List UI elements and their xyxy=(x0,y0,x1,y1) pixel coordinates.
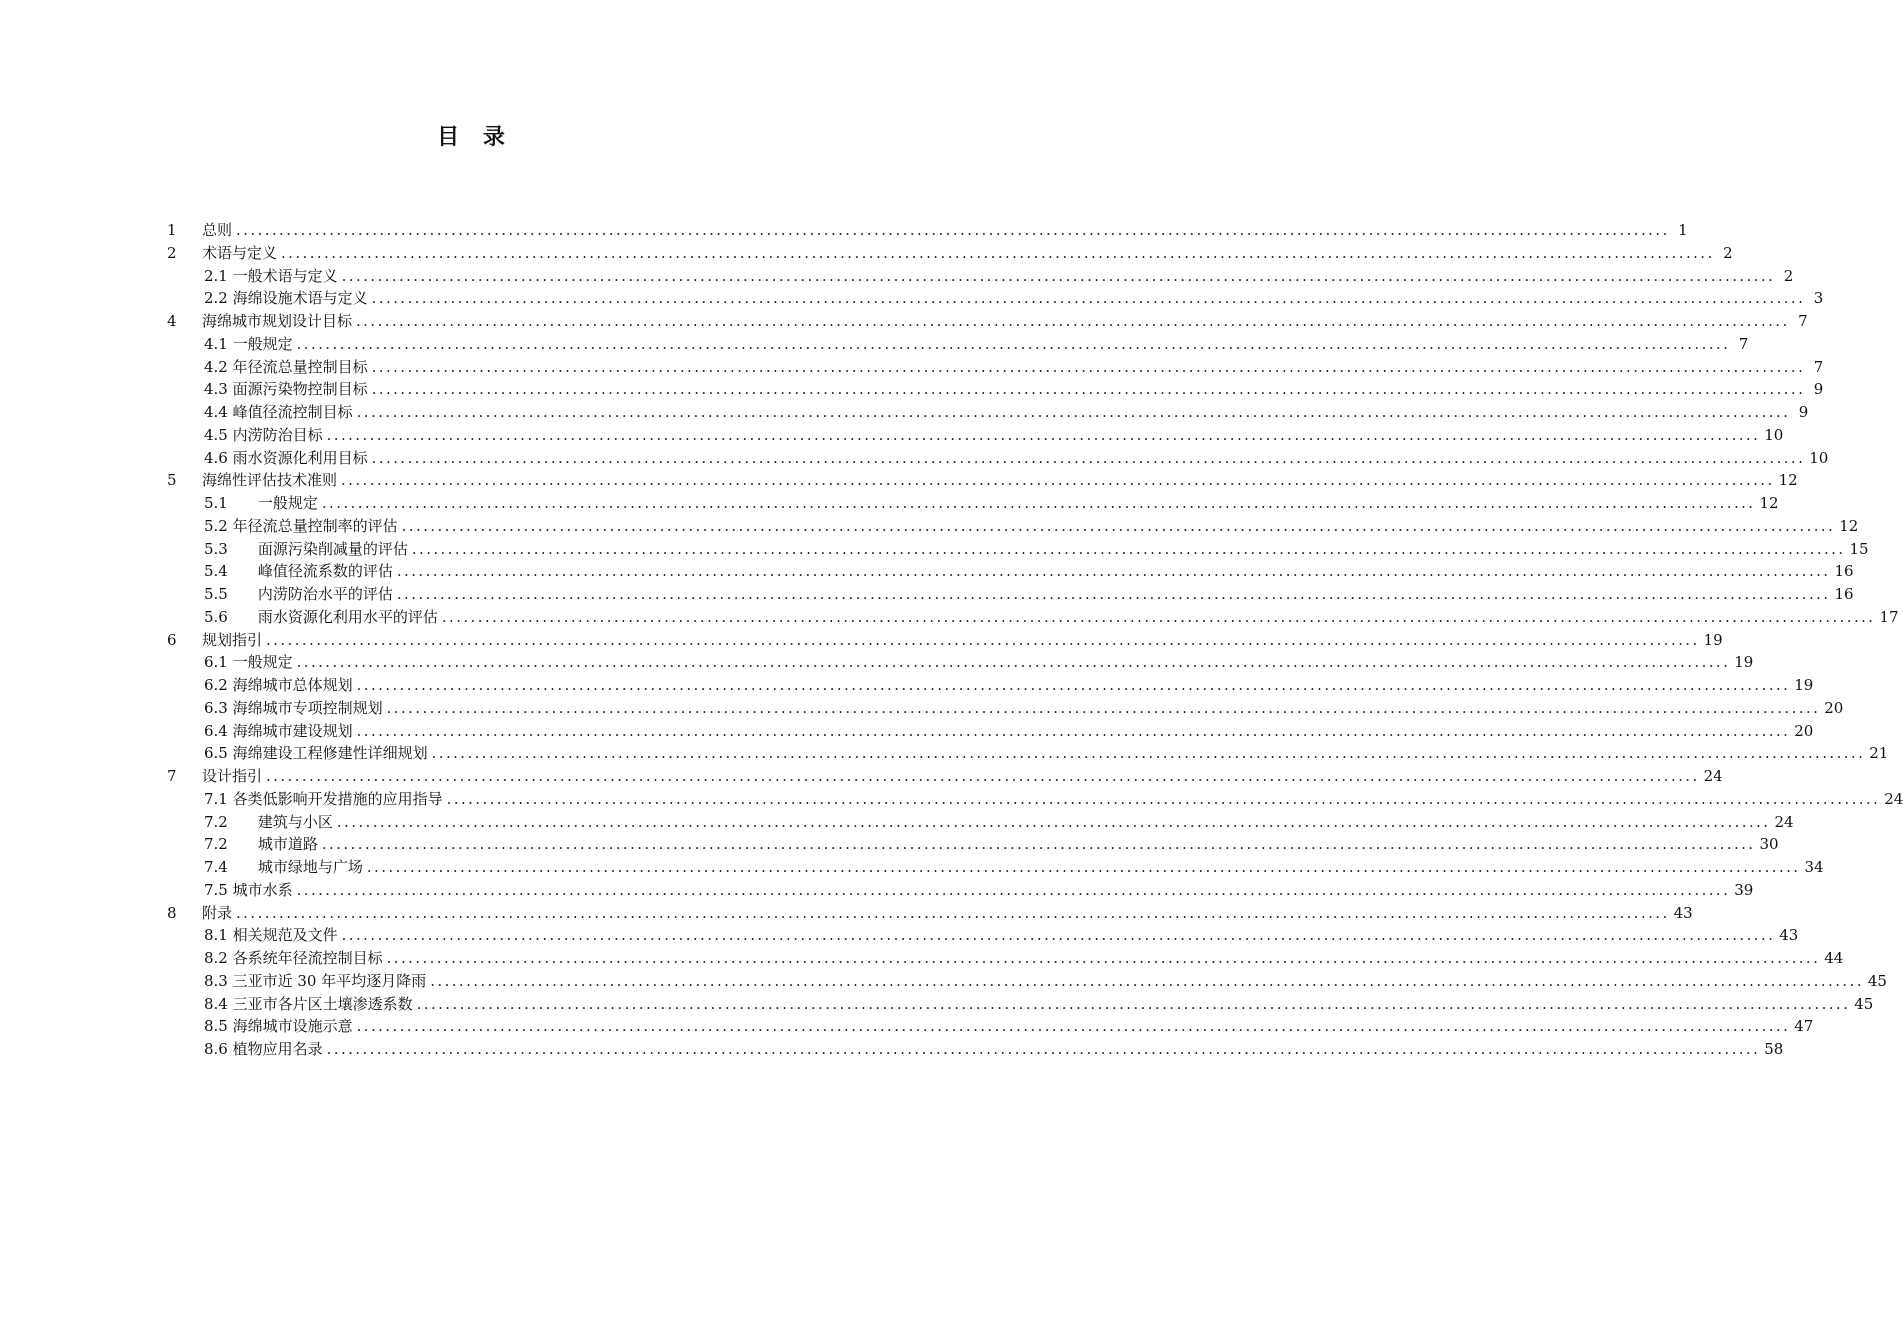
toc-entry-title: 6.2 海绵城市总体规划 xyxy=(204,676,353,694)
toc-entry-title: 5.3 面源污染削减量的评估 xyxy=(204,539,408,558)
toc-page-number: 45 xyxy=(1854,994,1874,1013)
toc-dot-leader: ........................................................................................................................................................................................................ xyxy=(356,403,1791,421)
toc-dot-leader: ........................................................................................................................................................................................................ xyxy=(386,949,1821,967)
toc-dot-leader: ........................................................................................................................................................................................................ xyxy=(371,448,1806,467)
toc-page-number: 12 xyxy=(1839,516,1859,535)
toc-dot-leader: ........................................................................................................................................................................................................ xyxy=(396,562,1831,581)
toc-entry xyxy=(204,947,1844,970)
toc-section-row[interactable] xyxy=(167,378,1824,401)
toc-chapter-number: 7 xyxy=(167,767,177,785)
toc-page-number: 43 xyxy=(1673,903,1693,922)
toc-section-row[interactable] xyxy=(167,674,1814,697)
toc-entry xyxy=(204,856,1824,879)
toc-dot-leader: ........................................................................................................................................................................................................ xyxy=(341,266,1776,285)
toc-page-number: 45 xyxy=(1867,971,1887,990)
toc-entry-title: 4.2 年径流总量控制目标 xyxy=(204,357,368,376)
toc-dot-leader: ........................................................................................................................................................................................................ xyxy=(296,653,1731,672)
toc-dot-leader: ........................................................................................................................................................................................................ xyxy=(431,744,1866,763)
toc-entry-title: 设计指引 xyxy=(202,767,263,785)
toc-entry-title: 4.6 雨水资源化利用目标 xyxy=(204,448,368,467)
toc-dot-leader: ........................................................................................................................................................................................................ xyxy=(356,1017,1791,1036)
toc-dot-leader: ........................................................................................................................................................................................................ xyxy=(446,789,1881,808)
toc-entry-title: 8.2 各系统年径流控制目标 xyxy=(204,949,383,967)
toc-page-number: 19 xyxy=(1794,676,1814,694)
toc-dot-leader: ........................................................................................................................................................................................................ xyxy=(366,858,1801,876)
toc-page-number: 20 xyxy=(1794,721,1814,740)
toc-entry-title: 总则 xyxy=(202,221,233,239)
toc-page-number: 2 xyxy=(1723,243,1733,262)
toc-page-number: 24 xyxy=(1774,812,1794,831)
toc-page-number: 24 xyxy=(1703,767,1723,785)
toc-entry xyxy=(202,629,1723,652)
toc-dot-leader: ........................................................................................................................................................................................................ xyxy=(430,971,1864,990)
toc-entry-title: 5.6 雨水资源化利用水平的评估 xyxy=(204,607,438,626)
toc-dot-leader: ........................................................................................................................................................................................................ xyxy=(296,334,1731,353)
toc-dot-leader: ........................................................................................................................................................................................................ xyxy=(321,835,1756,854)
toc-entry xyxy=(202,310,1808,333)
toc-page-number: 16 xyxy=(1834,585,1854,603)
toc-page-number: 44 xyxy=(1824,949,1844,967)
toc-dot-leader: ........................................................................................................................................................................................................ xyxy=(336,812,1771,831)
toc-page-number: 17 xyxy=(1879,607,1899,626)
toc-entry xyxy=(204,265,1794,288)
toc-entry xyxy=(204,378,1824,401)
toc-entry xyxy=(204,560,1854,583)
toc-entry xyxy=(202,902,1693,925)
toc-dot-leader: ........................................................................................................................................................................................................ xyxy=(396,585,1831,603)
toc-section-row[interactable] xyxy=(167,1015,1814,1038)
toc-entry xyxy=(204,720,1814,743)
toc-dot-leader: ........................................................................................................................................................................................................ xyxy=(326,425,1761,444)
toc-chapter-number: 6 xyxy=(167,630,177,649)
toc-entry-title: 7.2 城市道路 xyxy=(204,835,318,854)
toc-entry xyxy=(204,1015,1814,1038)
toc-section-row[interactable] xyxy=(167,811,1794,834)
toc-chapter-number: 4 xyxy=(167,312,177,330)
toc-entry xyxy=(204,401,1809,424)
toc-chapter-row[interactable] xyxy=(167,310,1808,333)
toc-entry-title: 海绵性评估技术准则 xyxy=(202,471,338,490)
toc-page-number: 12 xyxy=(1759,494,1779,512)
toc-entry-title: 4.3 面源污染物控制目标 xyxy=(204,380,368,399)
toc-dot-leader: ........................................................................................................................................................................................................ xyxy=(356,312,1790,330)
toc-dot-leader: ........................................................................................................................................................................................................ xyxy=(411,539,1846,558)
toc-entry xyxy=(204,788,1903,811)
toc-dot-leader: ........................................................................................................................................................................................................ xyxy=(326,1040,1761,1058)
toc-entry-title: 7.5 城市水系 xyxy=(204,880,293,899)
toc-entry xyxy=(204,515,1859,538)
toc-section-row[interactable] xyxy=(167,424,1784,447)
toc-section-row[interactable] xyxy=(167,401,1809,424)
toc-page-number: 19 xyxy=(1734,653,1754,672)
toc-entry xyxy=(204,583,1854,606)
toc-section-row[interactable] xyxy=(167,924,1799,947)
toc-page-number: 10 xyxy=(1764,425,1784,444)
toc-entry-title: 4.4 峰值径流控制目标 xyxy=(204,403,353,421)
toc-entry xyxy=(204,333,1749,356)
toc-entry-title: 8.4 三亚市各片区土壤渗透系数 xyxy=(204,994,413,1013)
toc-chapter-row[interactable] xyxy=(167,902,1693,925)
toc-entry-title: 6.4 海绵城市建设规划 xyxy=(204,721,353,740)
toc-chapter-row[interactable] xyxy=(167,242,1733,265)
toc-entry-title: 5.5 内涝防治水平的评估 xyxy=(204,585,393,603)
toc-page-number: 9 xyxy=(1813,380,1824,399)
toc-chapter-number: 8 xyxy=(167,903,177,922)
toc-section-row[interactable] xyxy=(167,1038,1784,1061)
toc-section-row[interactable] xyxy=(167,583,1854,606)
toc-section-row[interactable] xyxy=(167,697,1844,720)
toc-entry xyxy=(204,606,1899,629)
toc-dot-leader: ........................................................................................................................................................................................................ xyxy=(266,630,1700,649)
toc-entry-title: 6.5 海绵建设工程修建性详细规划 xyxy=(204,744,428,763)
toc-section-row[interactable] xyxy=(167,879,1754,902)
toc-dot-leader: ........................................................................................................................................................................................................ xyxy=(356,721,1791,740)
toc-page-number: 21 xyxy=(1869,744,1889,763)
toc-page-number: 3 xyxy=(1813,289,1824,308)
toc-section-row[interactable] xyxy=(167,606,1899,629)
page-title: 目 录 xyxy=(437,124,513,150)
toc-section-row[interactable] xyxy=(167,742,1889,765)
table-of-contents xyxy=(167,219,1903,1061)
toc-page-number: 7 xyxy=(1738,334,1749,353)
toc-page-number: 1 xyxy=(1678,221,1688,239)
toc-dot-leader: ........................................................................................................................................................................................................ xyxy=(321,494,1756,512)
toc-entry xyxy=(202,242,1733,265)
toc-dot-leader: ........................................................................................................................................................................................................ xyxy=(441,607,1876,626)
toc-page-number: 19 xyxy=(1703,630,1723,649)
toc-dot-leader: ........................................................................................................................................................................................................ xyxy=(386,698,1821,717)
toc-chapter-number: 5 xyxy=(167,471,177,490)
toc-entry xyxy=(204,833,1779,856)
toc-entry xyxy=(204,697,1844,720)
toc-dot-leader: ........................................................................................................................................................................................................ xyxy=(341,926,1776,945)
toc-page-number: 16 xyxy=(1834,562,1854,581)
toc-entry-title: 规划指引 xyxy=(202,630,263,649)
toc-dot-leader: ........................................................................................................................................................................................................ xyxy=(236,221,1670,239)
toc-section-row[interactable] xyxy=(167,515,1859,538)
toc-entry xyxy=(204,742,1889,765)
toc-dot-leader: ........................................................................................................................................................................................................ xyxy=(371,289,1806,308)
toc-page-number: 24 xyxy=(1884,789,1903,808)
toc-entry-title: 5.2 年径流总量控制率的评估 xyxy=(204,516,398,535)
toc-entry xyxy=(204,492,1779,515)
toc-page-number: 39 xyxy=(1734,880,1754,899)
toc-entry-title: 7.4 城市绿地与广场 xyxy=(204,858,363,876)
toc-entry xyxy=(204,811,1794,834)
toc-dot-leader: ........................................................................................................................................................................................................ xyxy=(296,880,1731,899)
toc-entry-title: 2.1 一般术语与定义 xyxy=(204,266,338,285)
toc-section-row[interactable] xyxy=(167,538,1869,561)
toc-chapter-row[interactable] xyxy=(167,219,1688,242)
toc-page-number: 20 xyxy=(1824,698,1844,717)
toc-section-row[interactable] xyxy=(167,856,1824,879)
toc-entry-title: 8.6 植物应用名录 xyxy=(204,1040,323,1058)
toc-entry-title: 7.2 建筑与小区 xyxy=(204,812,333,831)
toc-page-number: 30 xyxy=(1759,835,1779,854)
toc-entry-title: 附录 xyxy=(202,903,233,922)
toc-section-row[interactable] xyxy=(167,265,1794,288)
toc-section-row[interactable] xyxy=(167,492,1779,515)
toc-entry xyxy=(204,651,1754,674)
toc-page-number: 7 xyxy=(1798,312,1808,330)
toc-dot-leader: ........................................................................................................................................................................................................ xyxy=(401,516,1836,535)
toc-page-number: 2 xyxy=(1783,266,1794,285)
toc-entry xyxy=(204,287,1824,310)
toc-page-number: 12 xyxy=(1778,471,1798,490)
toc-page-number: 43 xyxy=(1779,926,1799,945)
toc-entry xyxy=(202,469,1798,492)
toc-entry xyxy=(204,424,1784,447)
toc-section-row[interactable] xyxy=(167,993,1874,1016)
toc-page-number: 47 xyxy=(1794,1017,1814,1036)
toc-section-row[interactable] xyxy=(167,651,1754,674)
toc-chapter-number: 2 xyxy=(167,243,177,262)
toc-entry-title: 4.1 一般规定 xyxy=(204,334,293,353)
toc-section-row[interactable] xyxy=(167,287,1824,310)
toc-dot-leader: ........................................................................................................................................................................................................ xyxy=(416,994,1851,1013)
toc-entry-title: 4.5 内涝防治目标 xyxy=(204,425,323,444)
toc-entry-title: 海绵城市规划设计目标 xyxy=(202,312,353,330)
toc-entry xyxy=(204,447,1829,470)
toc-page-number: 9 xyxy=(1798,403,1809,421)
toc-section-row[interactable] xyxy=(167,720,1814,743)
toc-entry xyxy=(202,219,1688,242)
toc-dot-leader: ........................................................................................................................................................................................................ xyxy=(281,243,1715,262)
toc-page-number: 7 xyxy=(1813,357,1824,376)
toc-section-row[interactable] xyxy=(167,833,1779,856)
toc-entry-title: 8.1 相关规范及文件 xyxy=(204,926,338,945)
toc-section-row[interactable] xyxy=(167,970,1887,993)
toc-entry xyxy=(202,765,1723,788)
toc-entry-title: 6.3 海绵城市专项控制规划 xyxy=(204,698,383,717)
toc-entry-title: 5.4 峰值径流系数的评估 xyxy=(204,562,393,581)
toc-chapter-row[interactable] xyxy=(167,765,1723,788)
toc-dot-leader: ........................................................................................................................................................................................................ xyxy=(371,357,1806,376)
toc-page-number: 58 xyxy=(1764,1040,1784,1058)
toc-entry-title: 7.1 各类低影响开发措施的应用指导 xyxy=(204,789,443,808)
toc-dot-leader: ........................................................................................................................................................................................................ xyxy=(341,471,1775,490)
toc-entry-title: 8.3 三亚市近 30 年平均逐月降雨 xyxy=(204,971,427,990)
toc-chapter-row[interactable] xyxy=(167,629,1723,652)
toc-section-row[interactable] xyxy=(167,947,1844,970)
toc-section-row[interactable] xyxy=(167,333,1749,356)
toc-entry xyxy=(204,1038,1784,1061)
toc-dot-leader: ........................................................................................................................................................................................................ xyxy=(266,767,1700,785)
toc-entry-title: 术语与定义 xyxy=(202,243,278,262)
toc-entry xyxy=(204,538,1869,561)
toc-entry xyxy=(204,993,1874,1016)
toc-entry-title: 6.1 一般规定 xyxy=(204,653,293,672)
toc-entry xyxy=(204,674,1814,697)
toc-page-number: 10 xyxy=(1809,448,1829,467)
toc-chapter-number: 1 xyxy=(167,221,177,239)
toc-section-row[interactable] xyxy=(167,356,1824,379)
toc-chapter-row[interactable] xyxy=(167,469,1798,492)
toc-section-row[interactable] xyxy=(167,560,1854,583)
toc-section-row[interactable] xyxy=(167,788,1903,811)
toc-page-number: 15 xyxy=(1849,539,1869,558)
toc-page-number: 34 xyxy=(1804,858,1824,876)
toc-entry xyxy=(204,356,1824,379)
toc-dot-leader: ........................................................................................................................................................................................................ xyxy=(371,380,1806,399)
toc-entry-title: 8.5 海绵城市设施示意 xyxy=(204,1017,353,1036)
toc-entry-title: 2.2 海绵设施术语与定义 xyxy=(204,289,368,308)
toc-entry-title: 5.1 一般规定 xyxy=(204,494,318,512)
toc-entry xyxy=(204,970,1887,993)
toc-section-row[interactable] xyxy=(167,447,1829,470)
toc-dot-leader: ........................................................................................................................................................................................................ xyxy=(236,903,1670,922)
toc-dot-leader: ........................................................................................................................................................................................................ xyxy=(356,676,1791,694)
toc-entry xyxy=(204,924,1799,947)
toc-entry xyxy=(204,879,1754,902)
